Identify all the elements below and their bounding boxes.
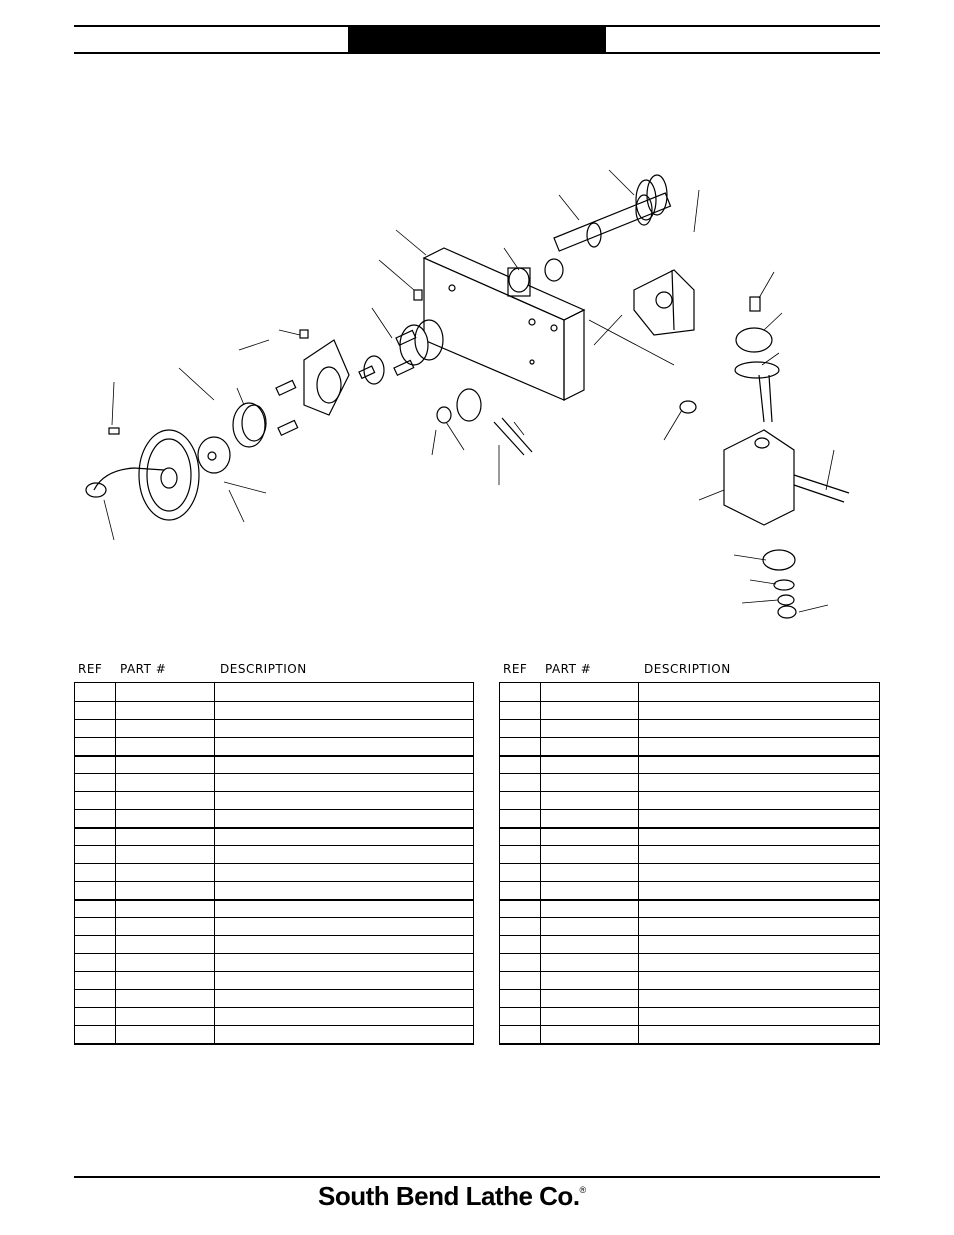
brand-logo (318, 1181, 586, 1212)
table-row (75, 881, 473, 899)
table-header (74, 660, 474, 682)
table-row (75, 935, 473, 953)
table-row (75, 953, 473, 971)
table-row (75, 719, 473, 737)
table-row (75, 791, 473, 809)
bearing-block (634, 270, 694, 335)
table-row (500, 899, 879, 917)
table-row (500, 701, 879, 719)
table-row (500, 791, 879, 809)
table-row (500, 935, 879, 953)
description-header: DESCRIPTION (644, 662, 731, 676)
table-row (500, 989, 879, 1007)
table-row (75, 917, 473, 935)
brand-name: South Bend Lathe Co. (318, 1181, 580, 1211)
ref-header: REF (78, 662, 103, 676)
table-row (75, 1025, 473, 1043)
parts-table-right (499, 660, 880, 1045)
parts-table-left (74, 660, 474, 1045)
part-number-header: PART # (545, 662, 592, 676)
table-row (500, 953, 879, 971)
table-row (500, 737, 879, 755)
table-row (500, 827, 879, 845)
handwheel-hub (198, 437, 230, 473)
cam-knob (437, 389, 532, 455)
table-row (75, 989, 473, 1007)
feed-dial (735, 297, 779, 422)
table-row (75, 1007, 473, 1025)
table-row (75, 773, 473, 791)
table-body (74, 682, 474, 1045)
header-title-tab (348, 26, 606, 54)
table-row (500, 809, 879, 827)
registered-mark: ® (579, 1185, 586, 1195)
table-row (75, 809, 473, 827)
table-row (75, 683, 473, 701)
table-row (500, 1007, 879, 1025)
table-row (75, 737, 473, 755)
table-row (500, 755, 879, 773)
bottom-gear-stack (763, 550, 796, 618)
table-row (75, 845, 473, 863)
part-number-header: PART # (120, 662, 167, 676)
table-row (75, 863, 473, 881)
washer (680, 401, 696, 413)
bushings (508, 259, 563, 296)
exploded-parts-diagram (74, 160, 874, 640)
table-row (75, 827, 473, 845)
table-row (500, 863, 879, 881)
table-header (499, 660, 880, 682)
gear-shaft (554, 175, 671, 251)
table-row (500, 719, 879, 737)
table-row (75, 971, 473, 989)
dial-ring (233, 403, 266, 447)
table-row (75, 755, 473, 773)
table-row (500, 971, 879, 989)
table-row (75, 701, 473, 719)
table-row (500, 881, 879, 899)
footer-rule (74, 1176, 880, 1178)
table-row (500, 845, 879, 863)
description-header: DESCRIPTION (220, 662, 307, 676)
table-row (75, 899, 473, 917)
table-row (500, 1025, 879, 1043)
table-body (499, 682, 880, 1045)
handwheel (86, 430, 199, 520)
table-row (500, 773, 879, 791)
ref-header: REF (503, 662, 528, 676)
flange-assembly (304, 320, 443, 415)
table-row (500, 683, 879, 701)
table-row (500, 917, 879, 935)
slide-block (724, 430, 849, 525)
